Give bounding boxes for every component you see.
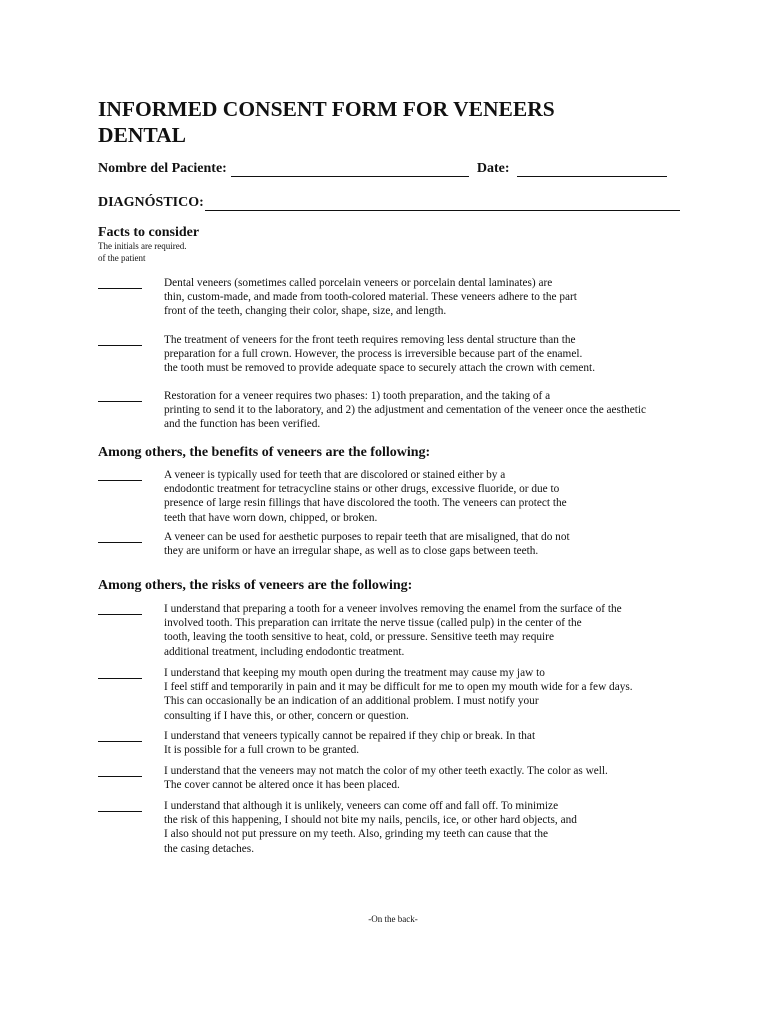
- page-footer: -On the back-: [368, 914, 418, 924]
- text-line: I understand that although it is unlikely, veneers can come off and fall off. To minimize: [164, 800, 559, 812]
- initials-field[interactable]: [98, 288, 142, 289]
- text-line: I feel stiff and temporarily in pain and it may be difficult for me to open my mouth wide for a few days.: [164, 681, 633, 694]
- initials-field[interactable]: [98, 678, 142, 679]
- text-line: the risk of this happening, I should not bite my nails, pencils, ice, or other hard objects, and: [164, 814, 577, 827]
- facts-heading: Facts to consider: [98, 225, 200, 240]
- benefits-heading: Among others, the benefits of veneers are the following:: [98, 445, 431, 460]
- risk-item-text: [164, 729, 704, 757]
- form-title: [98, 96, 658, 148]
- text-line: The treatment of veneers for the front teeth requires removing less dental structure than the: [164, 334, 576, 346]
- text-line: involved tooth. This preparation can irritate the nerve tissue (called pulp) in the center of the: [164, 617, 582, 630]
- risk-item-text: [164, 602, 704, 659]
- risk-item-text: [164, 764, 704, 792]
- text-line: I understand that the veneers may not match the color of my other teeth exactly. The color as well.: [164, 765, 608, 777]
- date-field[interactable]: [517, 162, 667, 177]
- fact-item-text: [164, 276, 704, 319]
- text-line: I also should not put pressure on my teeth. Also, grinding my teeth can cause that the: [164, 828, 549, 841]
- initials-field[interactable]: [98, 614, 142, 615]
- text-line: the tooth must be removed to provide adequate space to securely attach the crown with cement.: [164, 362, 596, 375]
- initials-field[interactable]: [98, 480, 142, 481]
- initials-field[interactable]: [98, 345, 142, 346]
- text-line: Restoration for a veneer requires two phases: 1) tooth preparation, and the taking of a: [164, 390, 551, 402]
- initials-field[interactable]: [98, 542, 142, 543]
- diagnosis-label: DIAGNÓSTICO:: [98, 195, 204, 210]
- risk-item-text: [164, 666, 704, 723]
- text-line: printing to send it to the laboratory, and 2) the adjustment and cementation of the veneer once the aesthetic: [164, 404, 647, 417]
- date-label: Date:: [476, 161, 510, 176]
- text-line: additional treatment, including endodontic treatment.: [164, 645, 405, 658]
- text-line: I understand that preparing a tooth for a veneer involves removing the enamel from the surface of the: [164, 603, 622, 615]
- text-line: thin, custom-made, and made from tooth-colored material. These veneers adhere to the part: [164, 291, 577, 304]
- text-line: A veneer can be used for aesthetic purposes to repair teeth that are misaligned, that do not: [164, 531, 570, 543]
- initials-note-line-1: The initials are required.: [98, 241, 187, 251]
- patient-date-row: [98, 161, 680, 177]
- text-line: Dental veneers (sometimes called porcelain veneers or porcelain dental laminates) are: [164, 277, 553, 289]
- initials-field[interactable]: [98, 741, 142, 742]
- initials-note-line-2: of the patient: [98, 253, 146, 263]
- text-line: A veneer is typically used for teeth that are discolored or stained either by a: [164, 469, 506, 481]
- text-line: teeth that have worn down, chipped, or broken.: [164, 511, 378, 524]
- text-line: presence of large resin fillings that have discolored the tooth. The veneers can protect the: [164, 497, 567, 510]
- text-line: front of the teeth, changing their color, shape, size, and length.: [164, 305, 447, 318]
- risks-heading: Among others, the risks of veneers are the following:: [98, 578, 413, 593]
- text-line: consulting if I have this, or other, concern or question.: [164, 709, 409, 722]
- form-title-line-2: DENTAL: [98, 123, 187, 147]
- benefit-item-text: [164, 530, 704, 558]
- form-title-line-1: INFORMED CONSENT FORM FOR VENEERS: [98, 97, 555, 121]
- text-line: endodontic treatment for tetracycline stains or other drugs, excessive fluoride, or due to: [164, 483, 560, 496]
- patient-name-field[interactable]: [231, 162, 469, 177]
- fact-item-text: [164, 333, 704, 376]
- patient-name-label: Nombre del Paciente:: [98, 161, 227, 176]
- diagnosis-row: [98, 195, 680, 211]
- text-line: This can occasionally be an indication of an additional problem. I must notify your: [164, 695, 539, 708]
- text-line: tooth, leaving the tooth sensitive to heat, cold, or pressure. Sensitive teeth may require: [164, 631, 554, 644]
- initials-field[interactable]: [98, 811, 142, 812]
- initials-field[interactable]: [98, 401, 142, 402]
- fact-item-text: [164, 389, 704, 432]
- text-line: and the function has been verified.: [164, 418, 321, 431]
- text-line: The cover cannot be altered once it has been placed.: [164, 779, 400, 792]
- text-line: preparation for a full crown. However, the process is irreversible because part of the enamel.: [164, 348, 583, 361]
- diagnosis-field[interactable]: [205, 196, 680, 211]
- risk-item-text: [164, 799, 704, 856]
- text-line: I understand that veneers typically cannot be repaired if they chip or break. In that: [164, 730, 536, 742]
- benefit-item-text: [164, 468, 704, 525]
- text-line: It is possible for a full crown to be granted.: [164, 744, 360, 757]
- text-line: they are uniform or have an irregular shape, as well as to close gaps between teeth.: [164, 545, 539, 558]
- text-line: I understand that keeping my mouth open during the treatment may cause my jaw to: [164, 667, 545, 679]
- initials-field[interactable]: [98, 776, 142, 777]
- text-line: the casing detaches.: [164, 842, 255, 855]
